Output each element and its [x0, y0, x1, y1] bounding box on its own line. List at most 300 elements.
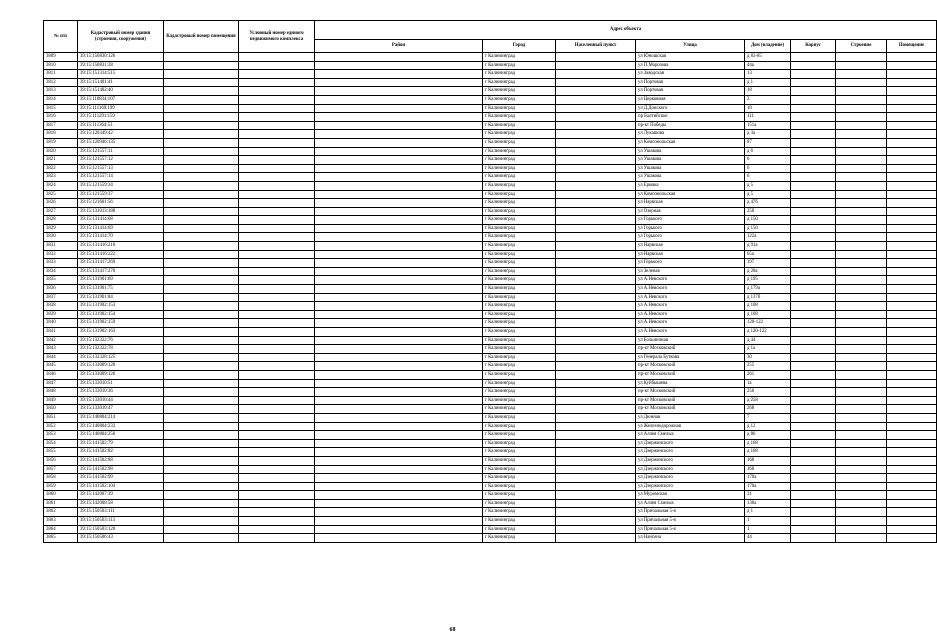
cell-district — [315, 138, 483, 147]
cell-room — [887, 285, 937, 294]
cell-settlement — [556, 422, 636, 431]
table-row — [44, 173, 937, 182]
cell-settlement — [556, 199, 636, 208]
cell-building — [836, 302, 887, 311]
cell-cad-complex — [239, 517, 315, 526]
cell-district — [315, 181, 483, 190]
cell-room — [887, 70, 937, 79]
cell-house: д 108 — [745, 302, 791, 311]
table-row — [44, 259, 937, 268]
cell-house: 18 — [745, 87, 791, 96]
cell-cad-building: 39:15:151402:40 — [78, 87, 164, 96]
cell-num: 3853 — [44, 431, 78, 440]
cell-room — [887, 164, 937, 173]
cell-cad-complex — [239, 396, 315, 405]
table-row — [44, 456, 937, 465]
cell-cad-complex — [239, 78, 315, 87]
cell-settlement — [556, 130, 636, 139]
cell-street: ул А.Невского — [636, 293, 745, 302]
cell-num: 3816 — [44, 113, 78, 122]
table-row — [44, 525, 937, 534]
cell-street: пр-кт Московский — [636, 362, 745, 371]
cell-korpus — [791, 138, 836, 147]
cell-cad-building: 39:15:141502:98 — [78, 465, 164, 474]
cell-building — [836, 190, 887, 199]
cell-cad-building: 39:15:131902:163 — [78, 328, 164, 337]
col-header-num: № п/п — [44, 21, 78, 53]
cell-street: пр-кт Московский — [636, 370, 745, 379]
table-row — [44, 396, 937, 405]
cell-cad-room — [164, 173, 239, 182]
cell-num: 3835 — [44, 276, 78, 285]
col-header-settlement: Населенный пункт — [556, 40, 636, 53]
cell-city: г Калининград — [483, 181, 556, 190]
cell-street: ул Ушакова — [636, 164, 745, 173]
cell-cad-complex — [239, 285, 315, 294]
cell-cad-building: 39:15:151401:41 — [78, 78, 164, 87]
cell-house: 25б — [745, 207, 791, 216]
cell-building — [836, 370, 887, 379]
cell-num: 3831 — [44, 242, 78, 251]
cell-korpus — [791, 78, 836, 87]
cell-house: д 120-122 — [745, 328, 791, 337]
cell-room — [887, 362, 937, 371]
cell-room — [887, 121, 937, 130]
cell-street: ул П.Морозова — [636, 61, 745, 70]
cell-street: ул Зеленая — [636, 267, 745, 276]
cell-building — [836, 95, 887, 104]
cell-num: 3811 — [44, 70, 78, 79]
cell-house: д 1 — [745, 78, 791, 87]
cell-house: д 3а — [745, 130, 791, 139]
cell-street: пр-кт Московский — [636, 396, 745, 405]
cell-korpus — [791, 328, 836, 337]
cell-street: ул Лукашова — [636, 130, 745, 139]
cell-cad-building: 39:15:121557:14 — [78, 173, 164, 182]
cell-cad-complex — [239, 422, 315, 431]
cell-house: 255 — [745, 362, 791, 371]
cell-street: ул А.Невского — [636, 328, 745, 337]
cell-house: 170а — [745, 482, 791, 491]
cell-num: 3826 — [44, 199, 78, 208]
cell-street: ул Дзержинского — [636, 439, 745, 448]
cell-district — [315, 216, 483, 225]
cell-street: ул Причальная 5-я — [636, 525, 745, 534]
cell-house: 6 — [745, 156, 791, 165]
cell-street: ул Больничная — [636, 336, 745, 345]
cell-district — [315, 250, 483, 259]
cell-building — [836, 517, 887, 526]
cell-num: 3817 — [44, 121, 78, 130]
cell-cad-complex — [239, 233, 315, 242]
cell-cad-building: 39:15:111169:199 — [78, 104, 164, 113]
cell-city: г Калининград — [483, 319, 556, 328]
cell-cad-room — [164, 199, 239, 208]
cell-district — [315, 104, 483, 113]
cell-settlement — [556, 259, 636, 268]
cell-cad-room — [164, 293, 239, 302]
cell-cad-room — [164, 482, 239, 491]
cell-house: 31 — [745, 491, 791, 500]
cell-city: г Калининград — [483, 95, 556, 104]
cell-cad-complex — [239, 465, 315, 474]
page-number: 68 — [449, 627, 456, 633]
cell-district — [315, 379, 483, 388]
table-row — [44, 267, 937, 276]
cell-district — [315, 534, 483, 543]
cell-room — [887, 396, 937, 405]
cell-room — [887, 267, 937, 276]
cell-district — [315, 285, 483, 294]
cell-num: 3859 — [44, 482, 78, 491]
cell-settlement — [556, 336, 636, 345]
cell-cad-room — [164, 525, 239, 534]
cell-cad-building: 39:15:132322:76 — [78, 336, 164, 345]
register-table — [43, 20, 937, 543]
cell-street: ул А.Невского — [636, 302, 745, 311]
cell-building — [836, 431, 887, 440]
cell-cad-building: 39:15:140804:233 — [78, 422, 164, 431]
cell-street: ул Ушакова — [636, 147, 745, 156]
cell-korpus — [791, 224, 836, 233]
table-row — [44, 388, 937, 397]
cell-district — [315, 499, 483, 508]
cell-city: г Калининград — [483, 87, 556, 96]
cell-city: г Калининград — [483, 491, 556, 500]
cell-house: д 1а — [745, 345, 791, 354]
cell-korpus — [791, 396, 836, 405]
cell-street: ул Муромская — [636, 491, 745, 500]
cell-cad-building: 39:15:133010:44 — [78, 396, 164, 405]
cell-street: ул Дюнная — [636, 413, 745, 422]
cell-cad-complex — [239, 388, 315, 397]
table-row — [44, 121, 937, 130]
table-row — [44, 199, 937, 208]
cell-city: г Калининград — [483, 250, 556, 259]
cell-num: 3809 — [44, 53, 78, 62]
cell-house: д 195 — [745, 276, 791, 285]
cell-street: ул Дзержинского — [636, 456, 745, 465]
col-header-cad-complex: Условный номер единого недвижимого комплекса — [239, 21, 315, 53]
cell-num: 3847 — [44, 379, 78, 388]
cell-street: пр-кт Победы — [636, 121, 745, 130]
cell-city: г Калининград — [483, 70, 556, 79]
table-row — [44, 491, 937, 500]
cell-cad-room — [164, 328, 239, 337]
cell-settlement — [556, 53, 636, 62]
cell-building — [836, 474, 887, 483]
cell-num: 3838 — [44, 302, 78, 311]
table-row — [44, 138, 937, 147]
cell-district — [315, 95, 483, 104]
cell-cad-building: 39:15:120946:135 — [78, 138, 164, 147]
cell-cad-building: 39:15:133010:51 — [78, 379, 164, 388]
cell-city: г Калининград — [483, 190, 556, 199]
cell-street: ул Д.Донского — [636, 104, 745, 113]
cell-korpus — [791, 491, 836, 500]
cell-cad-complex — [239, 199, 315, 208]
cell-cad-room — [164, 448, 239, 457]
cell-korpus — [791, 456, 836, 465]
cell-room — [887, 138, 937, 147]
cell-cad-complex — [239, 242, 315, 251]
cell-street: ул Заводская — [636, 70, 745, 79]
cell-city: г Калининград — [483, 61, 556, 70]
cell-house: 1 — [745, 517, 791, 526]
cell-house: 87 — [745, 138, 791, 147]
cell-district — [315, 405, 483, 414]
cell-num: 3839 — [44, 310, 78, 319]
cell-house: 6 — [745, 164, 791, 173]
cell-settlement — [556, 61, 636, 70]
cell-street: ул Аллея Смелых — [636, 499, 745, 508]
table-row — [44, 413, 937, 422]
cell-cad-complex — [239, 224, 315, 233]
cell-settlement — [556, 328, 636, 337]
cell-cad-building: 39:15:141502:79 — [78, 439, 164, 448]
table-row — [44, 242, 937, 251]
cell-district — [315, 302, 483, 311]
table-body — [44, 53, 937, 543]
cell-building — [836, 173, 887, 182]
cell-room — [887, 147, 937, 156]
cell-korpus — [791, 474, 836, 483]
cell-cad-building: 39:15:141502:82 — [78, 448, 164, 457]
cell-korpus — [791, 87, 836, 96]
cell-num: 3834 — [44, 267, 78, 276]
cell-building — [836, 413, 887, 422]
cell-cad-building: 39:15:141502:104 — [78, 482, 164, 491]
cell-num: 3856 — [44, 456, 78, 465]
cell-building — [836, 147, 887, 156]
cell-num: 3845 — [44, 362, 78, 371]
cell-district — [315, 353, 483, 362]
cell-cad-room — [164, 138, 239, 147]
cell-cad-room — [164, 70, 239, 79]
cell-house: 168 — [745, 465, 791, 474]
cell-cad-building: 39:15:131902:154 — [78, 310, 164, 319]
cell-cad-room — [164, 130, 239, 139]
table-row — [44, 147, 937, 156]
cell-cad-building: 39:15:140804:256 — [78, 431, 164, 440]
cell-district — [315, 259, 483, 268]
cell-room — [887, 474, 937, 483]
cell-building — [836, 138, 887, 147]
table-row — [44, 250, 937, 259]
cell-cad-building: 39:15:140804:214 — [78, 413, 164, 422]
cell-korpus — [791, 276, 836, 285]
cell-district — [315, 396, 483, 405]
cell-cad-room — [164, 207, 239, 216]
cell-room — [887, 87, 937, 96]
cell-korpus — [791, 482, 836, 491]
col-header-city: Город — [483, 40, 556, 53]
cell-room — [887, 259, 937, 268]
cell-cad-room — [164, 181, 239, 190]
cell-cad-complex — [239, 336, 315, 345]
cell-settlement — [556, 121, 636, 130]
cell-cad-complex — [239, 61, 315, 70]
cell-house: 151а — [745, 121, 791, 130]
cell-settlement — [556, 156, 636, 165]
cell-korpus — [791, 156, 836, 165]
cell-num: 3830 — [44, 233, 78, 242]
cell-building — [836, 499, 887, 508]
cell-building — [836, 121, 887, 130]
table-row — [44, 328, 937, 337]
cell-cad-building: 39:15:133010:36 — [78, 388, 164, 397]
cell-city: г Калининград — [483, 362, 556, 371]
cell-settlement — [556, 353, 636, 362]
cell-cad-complex — [239, 499, 315, 508]
cell-cad-complex — [239, 130, 315, 139]
cell-house: д 44 — [745, 336, 791, 345]
cell-building — [836, 362, 887, 371]
cell-cad-room — [164, 439, 239, 448]
cell-district — [315, 448, 483, 457]
cell-room — [887, 328, 937, 337]
cell-cad-room — [164, 53, 239, 62]
cell-cad-room — [164, 370, 239, 379]
cell-settlement — [556, 164, 636, 173]
cell-cad-room — [164, 113, 239, 122]
cell-house: 2 — [745, 95, 791, 104]
cell-num: 3861 — [44, 499, 78, 508]
cell-num: 3813 — [44, 87, 78, 96]
cell-cad-room — [164, 491, 239, 500]
cell-house: 261 — [745, 370, 791, 379]
table-row — [44, 216, 937, 225]
cell-num: 3833 — [44, 259, 78, 268]
cell-num: 3836 — [44, 285, 78, 294]
cell-street: ул Комсомольская — [636, 138, 745, 147]
cell-building — [836, 439, 887, 448]
cell-num: 3844 — [44, 353, 78, 362]
cell-city: г Калининград — [483, 156, 556, 165]
cell-city: г Калининград — [483, 293, 556, 302]
table-row — [44, 70, 937, 79]
cell-cad-complex — [239, 104, 315, 113]
cell-korpus — [791, 525, 836, 534]
cell-house: д 1 — [745, 508, 791, 517]
cell-district — [315, 431, 483, 440]
cell-settlement — [556, 233, 636, 242]
cell-city: г Калининград — [483, 353, 556, 362]
cell-settlement — [556, 250, 636, 259]
cell-korpus — [791, 164, 836, 173]
cell-room — [887, 465, 937, 474]
cell-settlement — [556, 285, 636, 294]
cell-cad-complex — [239, 95, 315, 104]
cell-house: д 5 — [745, 190, 791, 199]
cell-street: ул Горького — [636, 224, 745, 233]
cell-district — [315, 276, 483, 285]
cell-house: 268 — [745, 405, 791, 414]
cell-settlement — [556, 448, 636, 457]
cell-district — [315, 345, 483, 354]
table-row — [44, 310, 937, 319]
cell-cad-complex — [239, 345, 315, 354]
cell-cad-complex — [239, 379, 315, 388]
cell-district — [315, 199, 483, 208]
cell-num: 3854 — [44, 439, 78, 448]
cell-cad-building: 39:15:120349:42 — [78, 130, 164, 139]
cell-district — [315, 113, 483, 122]
cell-korpus — [791, 285, 836, 294]
cell-district — [315, 61, 483, 70]
cell-settlement — [556, 302, 636, 311]
cell-house: 1 — [745, 525, 791, 534]
cell-building — [836, 61, 887, 70]
cell-cad-room — [164, 156, 239, 165]
cell-room — [887, 95, 937, 104]
cell-cad-building: 39:15:150503:120 — [78, 525, 164, 534]
cell-city: г Калининград — [483, 259, 556, 268]
cell-cad-complex — [239, 405, 315, 414]
cell-cad-complex — [239, 508, 315, 517]
cell-cad-building: 39:15:131902:159 — [78, 319, 164, 328]
cell-num: 3843 — [44, 345, 78, 354]
cell-cad-complex — [239, 121, 315, 130]
cell-city: г Калининград — [483, 302, 556, 311]
cell-cad-building: 39:15:150506:43 — [78, 534, 164, 543]
cell-house: 256 — [745, 388, 791, 397]
cell-room — [887, 413, 937, 422]
cell-district — [315, 224, 483, 233]
cell-cad-room — [164, 336, 239, 345]
col-header-street: Улица — [636, 40, 745, 53]
cell-house: 111 — [745, 113, 791, 122]
cell-korpus — [791, 465, 836, 474]
table-row — [44, 465, 937, 474]
cell-building — [836, 456, 887, 465]
table-row — [44, 130, 937, 139]
cell-settlement — [556, 224, 636, 233]
cell-korpus — [791, 405, 836, 414]
cell-cad-complex — [239, 370, 315, 379]
cell-district — [315, 336, 483, 345]
cell-building — [836, 336, 887, 345]
cell-city: г Калининград — [483, 439, 556, 448]
cell-city: г Калининград — [483, 104, 556, 113]
cell-korpus — [791, 345, 836, 354]
cell-building — [836, 319, 887, 328]
cell-cad-building: 39:15:141502:99 — [78, 474, 164, 483]
cell-street: ул А.Невского — [636, 276, 745, 285]
cell-settlement — [556, 173, 636, 182]
cell-building — [836, 328, 887, 337]
cell-settlement — [556, 388, 636, 397]
cell-street: ул Ермака — [636, 181, 745, 190]
cell-num: 3832 — [44, 250, 78, 259]
cell-cad-building: 39:15:131901:69 — [78, 276, 164, 285]
cell-cad-building: 39:15:131416:216 — [78, 242, 164, 251]
cell-room — [887, 388, 937, 397]
cell-city: г Калининград — [483, 508, 556, 517]
cell-num: 3840 — [44, 319, 78, 328]
cell-cad-complex — [239, 491, 315, 500]
cell-korpus — [791, 336, 836, 345]
cell-room — [887, 113, 937, 122]
cell-district — [315, 370, 483, 379]
cell-settlement — [556, 499, 636, 508]
cell-district — [315, 78, 483, 87]
cell-cad-complex — [239, 431, 315, 440]
cell-city: г Калининград — [483, 267, 556, 276]
cell-cad-room — [164, 61, 239, 70]
cell-settlement — [556, 405, 636, 414]
cell-cad-building: 39:15:133009:126 — [78, 370, 164, 379]
